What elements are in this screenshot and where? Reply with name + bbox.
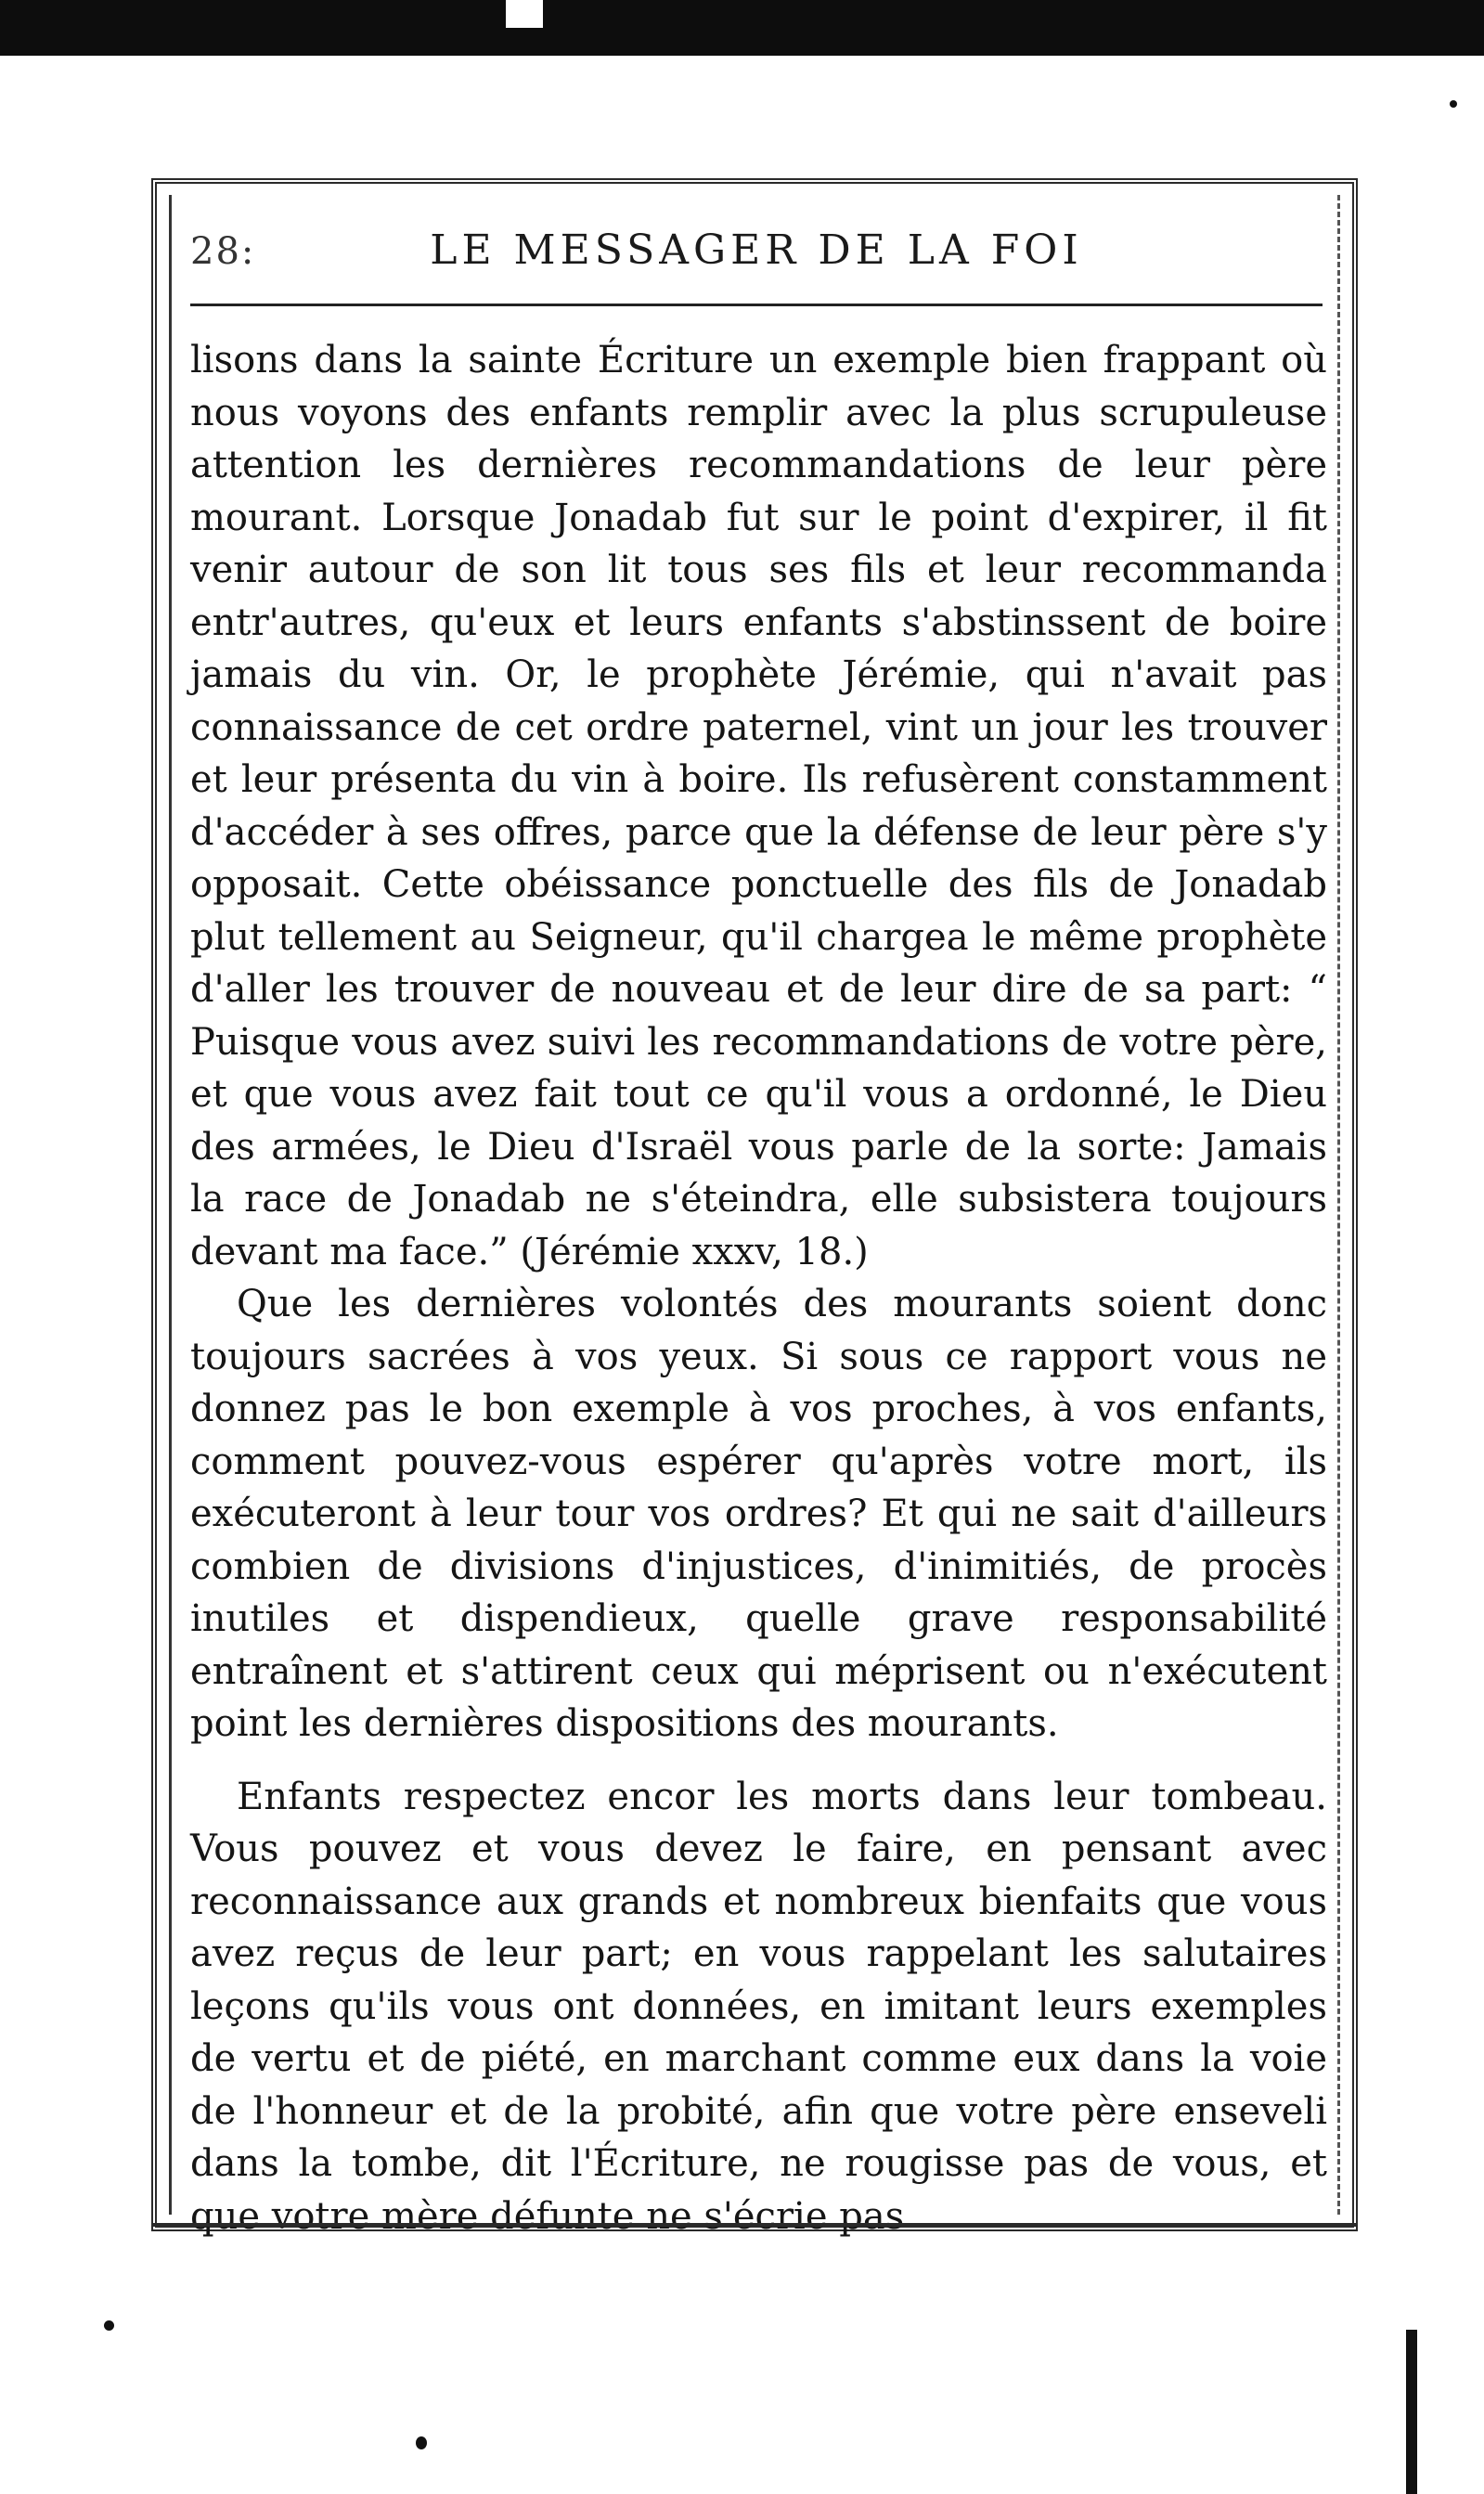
scan-speck (416, 2436, 427, 2449)
scan-top-band (0, 0, 1484, 56)
body-text (190, 334, 1327, 2242)
scan-top-band-gap (506, 0, 543, 28)
running-title: LE MESSAGER DE LA FOI (430, 226, 1083, 274)
running-head (190, 223, 1323, 278)
paragraph-1: lisons dans la sainte Écriture un exemple bien frappant où nous voyons des enfants remplir avec la plus scrupuleuse attention les dernières recommandations de leur père mourant. Lorsque Jonadab fut sur le point d'expirer, il fit venir autour de son lit tous ses fils et leur recommanda entr'autres, qu'eux et leurs enfants s'abstinssent de boire jamais du vin. Or, le prophète Jérémie, qui n'avait pas connaissance de cet ordre paternel, vint un jour les trouver et leur présenta du vin à boire. Ils refusèrent constamment d'accéder à ses offres, parce que la défense de leur père s'y opposait. Cette obéissance ponctuelle des fils de Jonadab plut tellement au Seigneur, qu'il chargea le même prophète d'aller les trouver de nouveau et de leur dire de sa part: “ Puisque vous avez suivi les recommandations de votre père, et que vous avez fait tout ce qu'il vous a ordonné, le Dieu des armées, le Dieu d'Israël vous parle de la sorte: Jamais la race de Jonadab ne s'éteindra, elle subsistera toujours devant ma face.” (Jérémie xxxv, 18.) (190, 339, 1327, 1273)
scan-speck (104, 2320, 114, 2331)
paragraph-3: Enfants respectez encor les morts dans leur tombeau. Vous pouvez et vous devez le faire, en pensant avec reconnaissance aux grands et nombreux bienfaits que vous avez reçus de leur part; en vous rappelant les salutaires leçons qu'ils vous ont données, en imitant leurs exemples de vertu et de piété, en marchant comme eux dans la voie de l'honneur et de la probité, afin que votre père enseveli dans la tombe, dit l'Écriture, ne rougisse pas de vous, et que votre mère défunte ne s'écrie pas (190, 1775, 1327, 2238)
footer-rule (151, 2223, 1358, 2227)
scan-speck (1450, 100, 1457, 108)
header-rule (190, 304, 1323, 306)
page-number: 28: (190, 230, 256, 273)
scan-edge-mark (1406, 2330, 1417, 2494)
paragraph-2: Que les dernières volontés des mourants soient donc toujours sacrées à vos yeux. Si sous ce rapport vous ne donnez pas le bon exemple à vos proches, à vos enfants, comment pouvez-vous espérer qu'après votre mort, ils exécuteront à leur tour vos ordres? Et qui ne sait d'ailleurs combien de divisions d'injustices, d'inimitiés, de procès inutiles et dispendieux, quelle grave responsabilité entraînent et s'attirent ceux qui méprisent ou n'exécutent point les dernières dispositions des mourants. (190, 1283, 1327, 1745)
